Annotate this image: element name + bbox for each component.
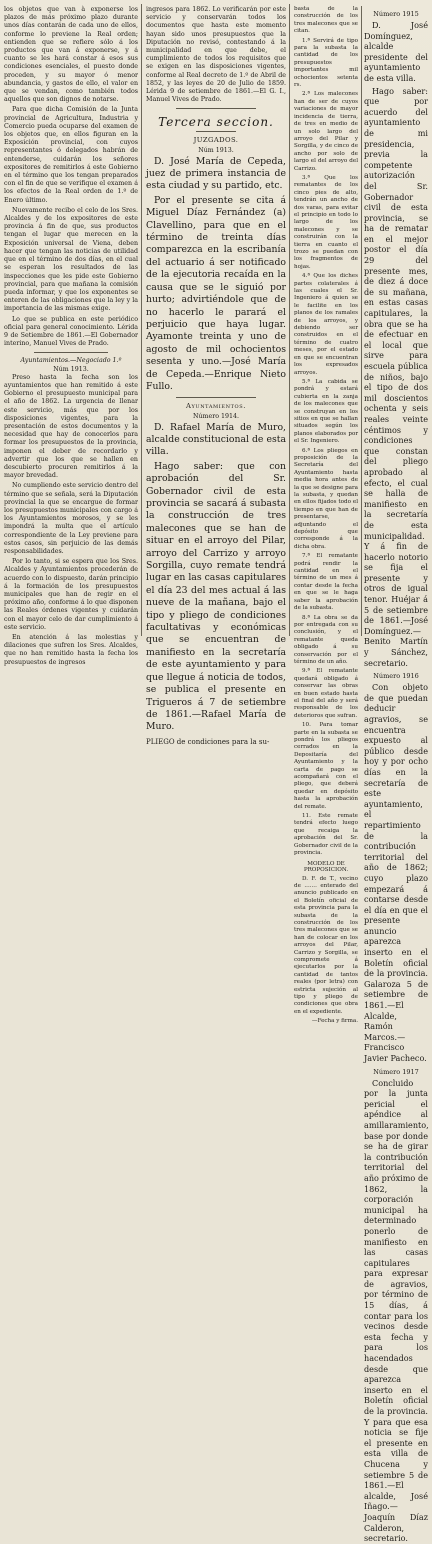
column-rule-1 [141,4,142,636]
paragraph: Hago saber: que con aprobación del Sr. Gobernador civil de esta provincia se sacará á subasta la construcción de tres malecones que se han de situar en el arroyo del Pilar, arroyo del Carrizo y arroyo Sorgilla, cuyo remate tendrá lugar en las casas capitulares el día 23 del mes actual á las nueve de la mañana, bajo el tipo y pliego de condiciones facultativas y económicas que se encuentran de manifiesto en la secretaría de este ayuntamiento y para que llegue á noticia de todos, se publica el presente en Trigueros á 7 de setiembre de 1861.—Rafael María de Muro. [146,460,286,733]
notice-number: Núm 1913. [198,147,234,155]
paragraph: los objetos que van à exponerse los plazos de más próximo plazo durante unos días contarán de cada uno de ellos, conforme lo previene la Real orden; entienden que se refiere sólo á los productos que van á exponerse, y á cuanto se les hará constar á esos sus condiciones esenciales, el puesto donde proceden, y su mayor ó menor abundancia, y gastos de ello, el valor en que se vendan, como también todos aquellos que son dignos de notarse. [4,6,138,104]
paragraph: Por el presente se cita á Miguel Díaz Fernández (a) Clavellino, para que en el término de treinta días comparezca en la escribanía del actuario á ser notificado de la ejecutoria recaída en la causa que se le siguió por hurto; advirtiéndole que de no hacerlo le parará el perjuicio que haya lugar. Ayamonte treinta y uno de agosto de mil ochocientos sesenta y uno.—José María de Cepeda.—Enrique Nieto Fullo. [146,194,286,392]
paragraph: 4.ª Que los diches partes colaterales á las cuales el Sr. Ingeniero á quien se le facilite en los planos de los ramales de los arroyos, y debiendo ser construidos en el término de cuatro meses, por el estado en que se encuentran los expresados arroyos. [294,273,358,376]
paragraph: 7.ª El rematante podrá rendir la cantidad en el término de un mes á contar desde la fecha en que se le haga saber la aprobación de la subasta. [294,553,358,612]
subsection-heading: Ayuntamientos. [185,402,246,411]
paragraph: Concluido por la junta pericial el apéndice al amillaramiento, base por donde se ha de girar la contribución territorial del año próximo de 1862, la corporación municipal ha determinado ponerlo de manifiesto en las casas capitulares para expresar de agravios, por término de 15 días, á contar para los vecinos desde esta fecha y para los hacendados desde que aparezca inserto en el Boletín oficial de la provincia. Y para que esa noticia se fije el presente en esta villa de Chucena y setiembre 5 de 1861.—El alcalde, José Iñago.—Joaquín Díaz Calderon, secretario. [364,1077,429,1544]
column-right-sub-a [294,6,358,1025]
paragraph: 10. Para tomar parte en la subasta se pondrá los pliegos cerrados en la Depositaría del Ayuntamiento y la carta de pago se acompañará con el pliego, que deberá quedar en depósito hasta la aprobación del remate. [294,722,358,810]
paragraph: Para que dicha Comisión de la Junta provincial de Agricultura, Industria y Comercio pueda ocuparse del examen de los objetos que, en ellos figuran en la Exposición provincial, con cuyos representantes ó delegados habrán de entenderse, cuidarán los señores expositores de remitirlos á este Gobierno en el término que los tengan preparados con el fin de que se verifique el examen á los efectos de la Real orden de 1.º de Enero último. [4,106,138,204]
divider [176,108,256,109]
column-right [294,6,429,1544]
column-rule-2 [289,4,290,636]
section-title: Tercera seccion. [158,115,274,130]
divider [176,397,256,398]
section-heading: Ayuntamientos.—Negociado 1.º [20,357,122,365]
paragraph: PLIEGO de condiciones para la su- [146,737,270,746]
paragraph: ingresos para 1862. Lo verificarán por este servicio y conservarán todos los documentos que hasta este momento hayan sido unos presupuestos que la Diputación no revisó, contestando á la municipalidad en que debe, el cumplimiento de todos los requisitos que se exigen en las disposiciones vigentes, conforme al Real decreto de 1.º de Abril de 1852, y las leyes de 20 de Julio de 1859. Lérida 9 de setiembre de 1861.—El G. I., Manuel Vives de Prado. [146,6,286,104]
subsection-heading: MODELO DE PROPOSICION. [303,860,349,873]
signature-line: —Fecha y firma. [311,1018,358,1025]
paragraph: D. José Domínguez, alcalde presidente del ayuntamiento de esta villa. [364,20,428,83]
notice-number: Número 1914. [192,413,240,421]
paragraph: Nuevamente recibo el celo de los Sres. Alcaldes y de los expositores de este provincia á fin de que, sus productos tengan el lugar que merecen en la Exposición universal de Viena, deben hacer que tengan las noticias de utilidad que en el término de dos días, en el cual se esperan los resultados de las inspecciones que les pide este Gobierno provincial, para que mañana la comisión pueda informar, y que los exponentes se enteren de las obligaciones que la ley y la importancia de las mismas exige. [4,206,138,313]
paragraph: 11. Este remate tendrá efecto luego que recaiga la aprobación del Sr. Gobernador civil de la provincia. [294,813,358,857]
notice-number: Núm 1913. [53,365,89,373]
column-rule-3 [361,6,362,636]
paragraph: 8.ª La obra se da por entregada con su conclusión, y el rematante queda obligado á su conservación por el término de un año. [294,614,358,665]
paragraph: 3.ª Que los rematantes de los cinco pies de alto, tendrán un ancho de dos varas, para evitar el principio en todo lo largo de los malecones y se construirán con la tierra en cuanto el trozo se puedan con los fragmentos de hojas. [294,174,358,270]
paragraph: Por lo tanto, si se espera que los Sres. Alcaldes y Ayuntamientos procederán de acuerdo con lo dispuesto, darán principio á la formación de los presupuestos municipales que han de regir en el próximo año, conforme á lo que disponen las Reales órdenes vigentes y cuidarán con el mayor celo de dar cumplimiento á este servicio. [4,558,138,631]
paragraph: No cumpliendo este servicio dentro del término que se señala, será la Diputación provincial la que se encargue de formar los presupuestos municipales con cargo á los Ayuntamientos morosos, y se les impondrá la multa que el artículo correspondiente de la Ley previene para estos casos, sin perjuicio de las demás responsabilidades. [4,482,138,555]
divider [196,131,236,132]
paragraph: D. José María de Cepeda, juez de primera instancia de esta ciudad y su partido, etc. [146,155,286,192]
paragraph: 2.ª Los malecones han de ser de cuyos variaciones de mayor incidencia de tierra, de tres en medio de un solo largo del arroyo del Pilar y Sorgilla, y de cinco de ancho por solo de largo el del arroyo del Carrizo. [294,91,358,172]
paragraph: En atención á las molestias y dilaciones que sufren los Sres. Alcaldes, que no han remitido hasta la fecha los presupuestos de ingresos [4,634,138,666]
paragraph: Hago saber: que por acuerdo del ayuntamiento de mi presidencia, previa la competente autorización del Sr. Gobernador civil de esta provincia, se ha de rematar en el mejor postor el día 29 del presente mes, de diez á doce de su mañana, en estas casas capitulares, la obra que se ha de efectuar en el local que sirve para escuela pública de niños, bajo el tipo de dos mil doscientos ochenta y seis reales veinte céntimos y condiciones que constan del pliego aprobado al efecto, el cual se halla de manifiesto en la secretaría de esta municipalidad. Y á fin de hacerlo notorio se fija el presente y otros de igual tenor. Huéjar á 5 de setiembre de 1861.—José Domínguez.—Benito Martín y Sánchez, secretario. [364,85,428,668]
paragraph: 1.ª Servirá de tipo para la subasta la cantidad de los presupuestos importantes mil ochocientos setenta rs. [294,37,358,89]
notice-number: Número 1916 [373,672,419,681]
column-right-sub-b [364,6,429,1544]
paragraph: D. F. de T., vecino de ....... enterado del anuncio publicado en el Boletín oficial de esta provincia para la subasta de la construcción de los tres malecones que se han de colocar en los arroyos del Pilar, Carrizo y Sorgilla, se compromete á ejecutarlos por la cantidad de tantos reales (por letra) con estricta sujeción al tipo y pliego de condiciones que obra en el expediente. [294,875,358,1015]
paragraph: Preso hasta la fecha son los ayuntamientos que han remitido á este Gobierno el presupuesto municipal para el año de 1862. La urgencia de llenar este servicio, más que por los disposiciones vigentes, para la presentación de estos documentos y la necesidad que hay de conocerlos para formar los presupuestos de la provincia, imponen el deber de recordarlo y advertir que los que se hallen en descubierto procuren remitirlos á la mayor brevedad. [4,373,138,480]
divider [34,352,108,353]
notice-number: Número 1915 [373,10,419,18]
notice-number: Número 1917 [373,1067,419,1076]
paragraph: Con objeto de que puedan deducir agravios, se encuentra expuesto al público desde hoy y por ocho días en la secretaría de este ayuntamiento, el repartimiento de la contribución territorial del año de 1862; cuyo plazo empezará á contarse desde el día en que el presente anuncio aparezca inserto en el Boletín oficial de la provincia. Galaroza 5 de setiembre de 1861.—El Alcalde, Ramón Marcos.—Francisco Javier Pacheco. [364,682,428,1063]
column-left [4,6,138,666]
paragraph: basta de la construcción de los tres malecones que se citan. [294,6,358,35]
paragraph: 9.ª El rematante quedará obligado á conservar las obras en buen estado hasta el final del año y será responsable de los deterioros que sufran. [294,668,358,719]
subsection-heading: JUZGADOS. [193,136,239,145]
paragraph: Lo que se publica en este periódico oficial para general conocimiento. Lérida 9 de Setiembre de 1861.—El Gobernador interino, Manuel Vives de Prado. [4,315,138,348]
paragraph: 5.ª La cabida se pondrá y estará cubierta en la zanja de los malecones que se construyan en los sitios en que se hallan situados según los planos elaborados por el Sr. Ingeniero. [294,378,358,445]
paragraph: D. Rafael María de Muro, alcalde constitucional de esta villa. [146,421,286,458]
column-middle [146,6,286,746]
paragraph: 6.ª Los pliegos en proposición de la Secretaría del Ayuntamiento hasta media hora antes de la que se designe para la subasta, y quedan en ellos fijados todo el tiempo en que han de presentarse, adjuntando el depósito que corresponde á la dicha obra. [294,447,358,550]
